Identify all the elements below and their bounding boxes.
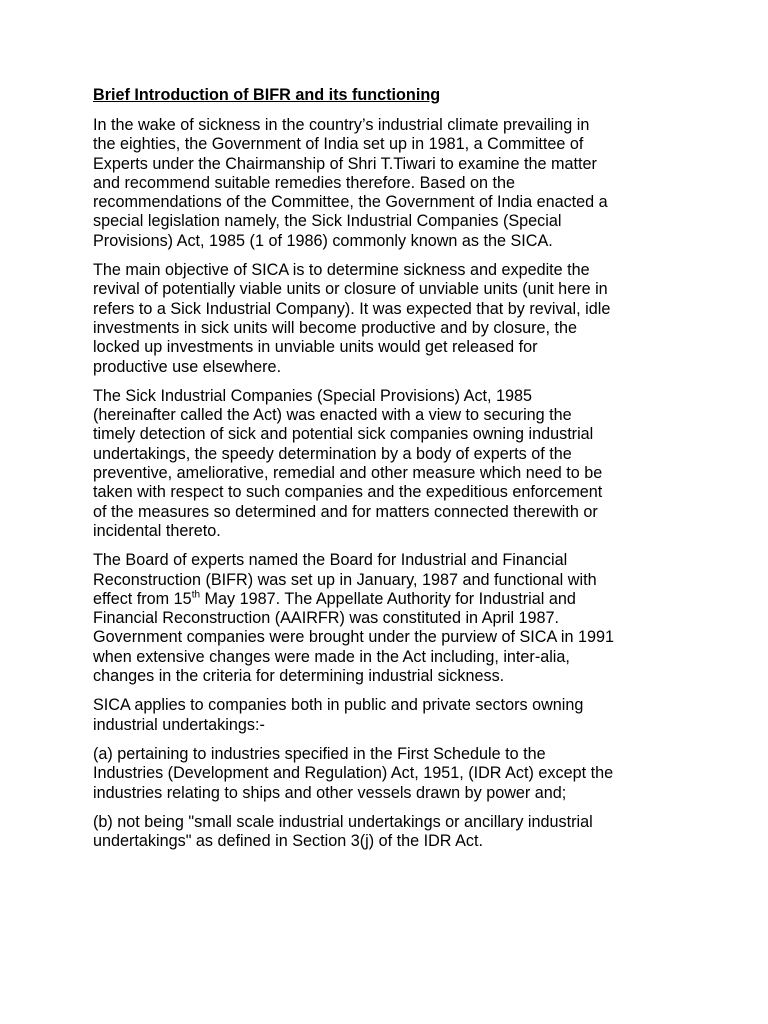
text-line: The main objective of SICA is to determine sickness and expedite the bbox=[93, 261, 590, 280]
text-line: refers to a Sick Industrial Company). It was expected that by revival, idle bbox=[93, 299, 611, 318]
text-line: recommendations of the Committee, the Government of India enacted a bbox=[93, 193, 608, 212]
paragraph-sica-objective bbox=[93, 261, 693, 377]
text-line: Experts under the Chairmanship of Shri T.Tiwari to examine the matter bbox=[93, 154, 597, 173]
text-line: and recommend suitable remedies therefore. Based on the bbox=[93, 173, 516, 192]
text-line: special legislation namely, the Sick Industrial Companies (Special bbox=[93, 212, 562, 231]
ordinal-superscript: th bbox=[191, 589, 201, 601]
text-line: taken with respect to such companies and the expeditious enforcement bbox=[93, 483, 603, 502]
text-line: (a) pertaining to industries specified in the First Schedule to the bbox=[93, 744, 546, 763]
text-line: Government companies were brought under the purview of SICA in 1991 bbox=[93, 628, 614, 647]
text-line: industries relating to ships and other vessels drawn by power and; bbox=[93, 783, 567, 802]
text-line: timely detection of sick and potential sick companies owning industrial bbox=[93, 425, 594, 444]
text-fragment: effect from 15 bbox=[93, 589, 192, 608]
text-line: The Sick Industrial Companies (Special Provisions) Act, 1985 bbox=[93, 386, 533, 405]
text-line: industrial undertakings:- bbox=[93, 715, 265, 734]
text-line: Reconstruction (BIFR) was set up in January, 1987 and functional with bbox=[93, 570, 597, 589]
text-line: undertakings" as defined in Section 3(j) of the IDR Act. bbox=[93, 832, 483, 851]
text-fragment: May 1987. The Appellate Authority for Industrial and bbox=[200, 589, 576, 608]
text-line: Industries (Development and Regulation) Act, 1951, (IDR Act) except the bbox=[93, 764, 614, 783]
paragraph-sica-applicability bbox=[93, 696, 693, 735]
text-line: when extensive changes were made in the Act including, inter-alia, bbox=[93, 647, 570, 666]
paragraph-clause-a bbox=[93, 745, 693, 803]
text-line: undertakings, the speedy determination by a body of experts of the bbox=[93, 444, 572, 463]
text-line: productive use elsewhere. bbox=[93, 357, 282, 376]
text-line: incidental thereto. bbox=[93, 521, 221, 540]
paragraph-bifr-setup bbox=[93, 551, 693, 686]
text-line: preventive, ameliorative, remedial and other measure which need to be bbox=[93, 464, 603, 483]
paragraph-sickness-background bbox=[93, 116, 693, 251]
text-line: The Board of experts named the Board for Industrial and Financial bbox=[93, 551, 568, 570]
text-line: changes in the criteria for determining industrial sickness. bbox=[93, 667, 505, 686]
text-line: (b) not being "small scale industrial undertakings or ancillary industrial bbox=[93, 812, 593, 831]
text-line: investments in sick units will become productive and by closure, the bbox=[93, 318, 578, 337]
paragraph-act-purpose bbox=[93, 387, 693, 541]
paragraph-clause-b bbox=[93, 813, 693, 852]
text-line: SICA applies to companies both in public and private sectors owning bbox=[93, 696, 584, 715]
text-line: of the measures so determined and for matters connected therewith or bbox=[93, 502, 598, 521]
text-line-with-superscript bbox=[93, 590, 693, 609]
text-line: Financial Reconstruction (AAIRFR) was constituted in April 1987. bbox=[93, 609, 560, 628]
text-line: In the wake of sickness in the country’s industrial climate prevailing in bbox=[93, 116, 590, 134]
document-title: Brief Introduction of BIFR and its functioning bbox=[93, 86, 441, 104]
text-line: the eighties, the Government of India set up in 1981, a Committee of bbox=[93, 135, 584, 154]
text-line: revival of potentially viable units or closure of unviable units (unit here in bbox=[93, 280, 608, 299]
document-body bbox=[93, 86, 693, 861]
text-line: locked up investments in unviable units would get released for bbox=[93, 338, 538, 357]
text-line: Provisions) Act, 1985 (1 of 1986) commonly known as the SICA. bbox=[93, 231, 553, 250]
text-line: (hereinafter called the Act) was enacted with a view to securing the bbox=[93, 406, 572, 425]
